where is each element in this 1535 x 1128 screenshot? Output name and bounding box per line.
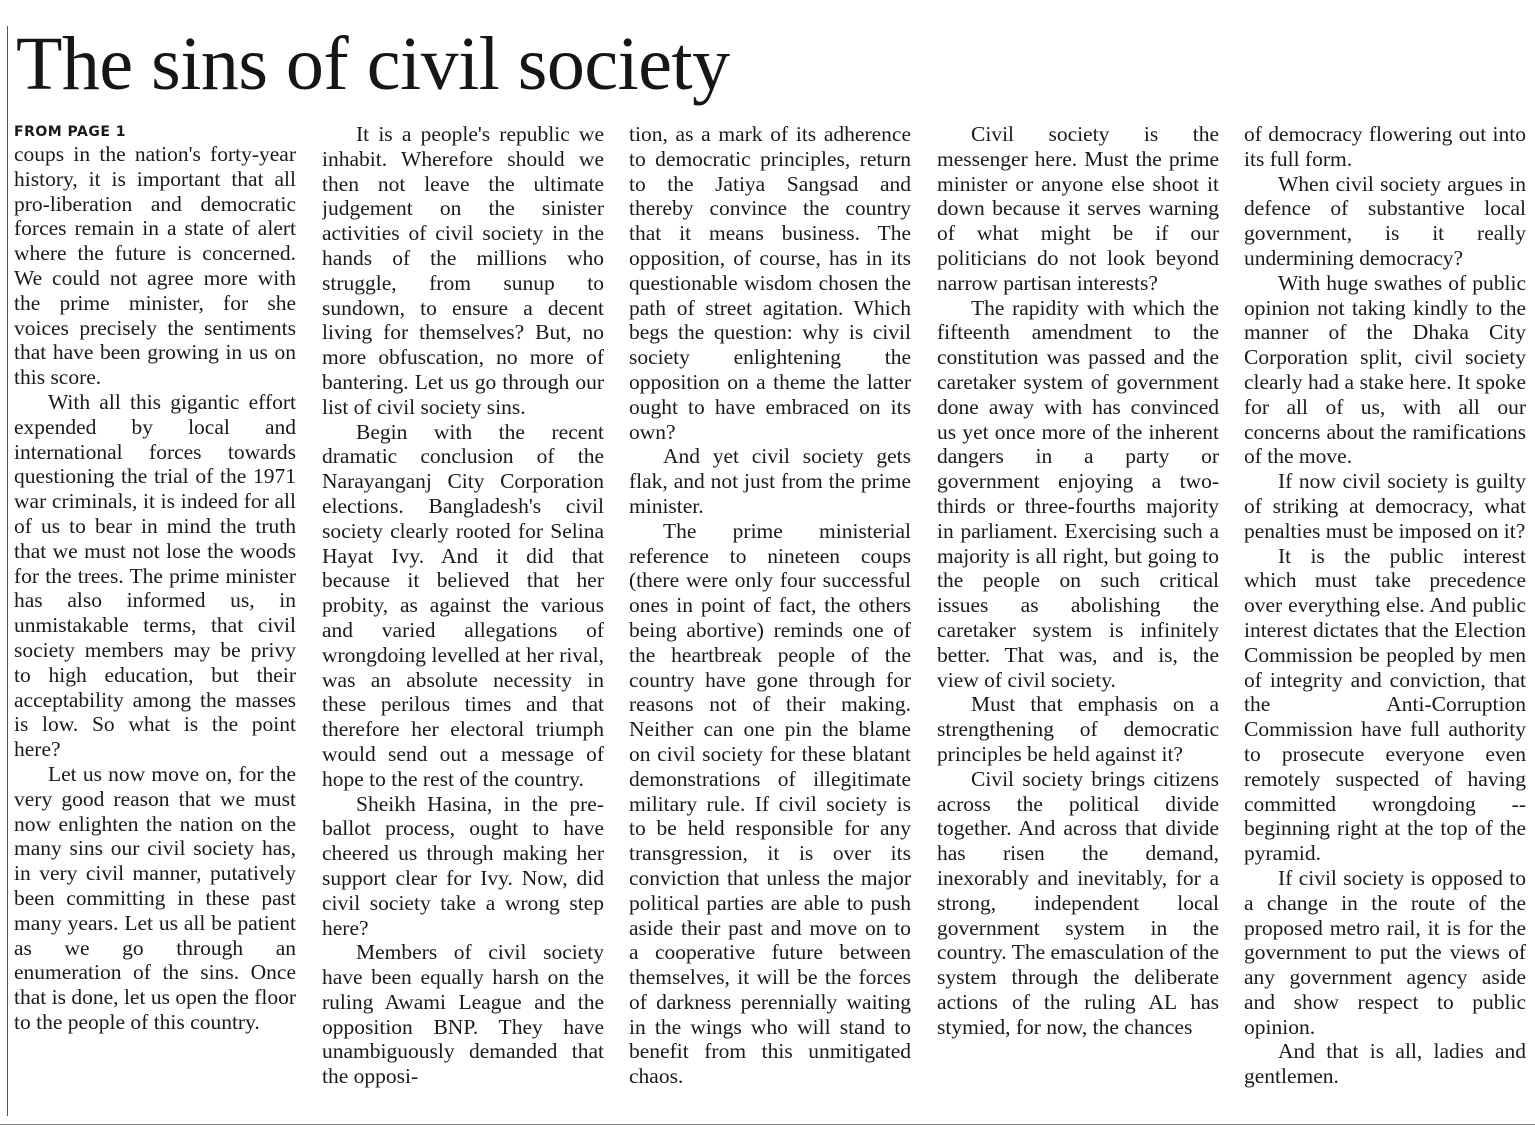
paragraph: With huge swathes of public opinion not taking kindly to the manner of the Dhaka City Corporation split, civil society clearly had a stake here. It spoke for all of us, with all our concerns about the ramifications of the move. — [1244, 270, 1526, 469]
paragraph: Must that emphasis on a strengthening of democratic principles be held against it? — [937, 692, 1219, 766]
paragraph: Begin with the recent dramatic conclusion of the Narayanganj City Corporation elections. Bangladesh's civil society clearly rooted for Selina Hayat Ivy. And it did that because it believed that her probity, as against the various and varied allegations of wrongdoing levelled at her rival, was an absolute necessity in these perilous times and that therefore her electoral triumph would send out a message of hope to the rest of the country. — [322, 419, 604, 791]
paragraph: If now civil society is guilty of striking at democracy, what penalties must be imposed on it? — [1244, 469, 1526, 543]
article-column-2 — [322, 122, 604, 1118]
headline: The sins of civil society — [16, 22, 730, 106]
article-column-3 — [629, 122, 911, 1118]
article-column-1 — [14, 122, 296, 1118]
paragraph: tion, as a mark of its adherence to democratic principles, return to the Jatiya Sangsad and thereby convince the country that it means business. The opposition, of course, has in its questionable wisdom chosen the path of street agitation. Which begs the question: why is civil society enlightening the opposition on a theme the latter ought to have embraced on its own? — [629, 122, 911, 444]
paragraph: If civil society is opposed to a change in the route of the proposed metro rail, it is for the government to put the views of any government agency aside and show respect to public opinion. — [1244, 865, 1526, 1039]
paragraph: And that is all, ladies and gentlemen. — [1244, 1039, 1526, 1089]
paragraph: And yet civil society gets flak, and not just from the prime minister. — [629, 444, 911, 518]
paragraph: The rapidity with which the fifteenth amendment to the constitution was passed and the caretaker system of government done away with has convinced us yet once more of the inherent dangers in a party or government enjoying a two-thirds or three-fourths majority in parliament. Exercising such a majority is all right, but going to the people on such critical issues as abolishing the caretaker system is infinitely better. That was, and is, the view of civil society. — [937, 295, 1219, 692]
paragraph: Civil society is the messenger here. Must the prime minister or anyone else shoot it down because it serves warning of what might be if our politicians do not look beyond narrow partisan interests? — [937, 122, 1219, 295]
bottom-rule — [0, 1124, 1535, 1125]
paragraph: Sheikh Hasina, in the pre-ballot process, ought to have cheered us through making her support clear for Ivy. Now, did civil society take a wrong step here? — [322, 791, 604, 940]
left-column-rule — [7, 26, 8, 1116]
paragraph: The prime ministerial reference to nineteen coups (there were only four successful ones in point of fact, the others being abortive) reminds one of the heartbreak people of the country have gone through for reasons not of their making. Neither can one pin the blame on civil society for these blatant demonstrations of illegitimate military rule. If civil society is to be held responsible for any transgression, it is over its conviction that unless the major political parties are able to push aside their past and move on to a cooperative future between themselves, it will be the forces of darkness perennially waiting in the wings who will stand to benefit from this unmitigated chaos. — [629, 518, 911, 1089]
paragraph: It is a people's republic we inhabit. Wherefore should we then not leave the ultimate judgement on the sinister activities of civil society in the hands of the millions who struggle, from sunup to sundown, to ensure a decent living for themselves? But, no more obfuscation, no more of bantering. Let us go through our list of civil society sins. — [322, 122, 604, 419]
paragraph: It is the public interest which must take precedence over everything else. And public interest dictates that the Election Commission be peopled by men of integrity and conviction, that the Anti-Corruption Commission have full authority to prosecute everyone even remotely suspected of having committed wrongdoing -- beginning right at the top of the pyramid. — [1244, 543, 1526, 866]
paragraph: Let us now move on, for the very good reason that we must now enlighten the nation on the many sins our civil society has, in very civil manner, putatively been committing in these past many years. Let us all be patient as we go through an enumeration of the sins. Once that is done, let us open the floor to the people of this country. — [14, 761, 296, 1034]
article-column-5 — [1244, 122, 1526, 1118]
paragraph: Civil society brings citizens across the political divide together. And across that divide has risen the demand, inexorably and inevitably, for a strong, independent local government system in the country. The emasculation of the system through the deliberate actions of the ruling AL has stymied, for now, the chances — [937, 766, 1219, 1039]
paragraph: With all this gigantic effort expended by local and international forces towards questioning the trial of the 1971 war criminals, it is indeed for all of us to bear in mind the truth that we must not lose the woods for the trees. The prime minister has also informed us, in unmistakable terms, that civil society members may be privy to high education, but their acceptability among the masses is low. So what is the point here? — [14, 389, 296, 762]
paragraph: Members of civil society have been equally harsh on the ruling Awami League and the opposition BNP. They have unambiguously demanded that the opposi- — [322, 940, 604, 1089]
article-column-4 — [937, 122, 1219, 1118]
paragraph: coups in the nation's forty-year history, it is important that all pro-liberation and democratic forces remain in a state of alert where the future is concerned. We could not agree more with the prime minister, for she voices precisely the sentiments that have been growing in us on this score. — [14, 142, 296, 390]
paragraph: When civil society argues in defence of substantive local government, is it really undermining democracy? — [1244, 171, 1526, 270]
paragraph: of democracy flowering out into its full form. — [1244, 122, 1526, 171]
kicker-from-page-1: FROM PAGE 1 — [14, 124, 127, 140]
